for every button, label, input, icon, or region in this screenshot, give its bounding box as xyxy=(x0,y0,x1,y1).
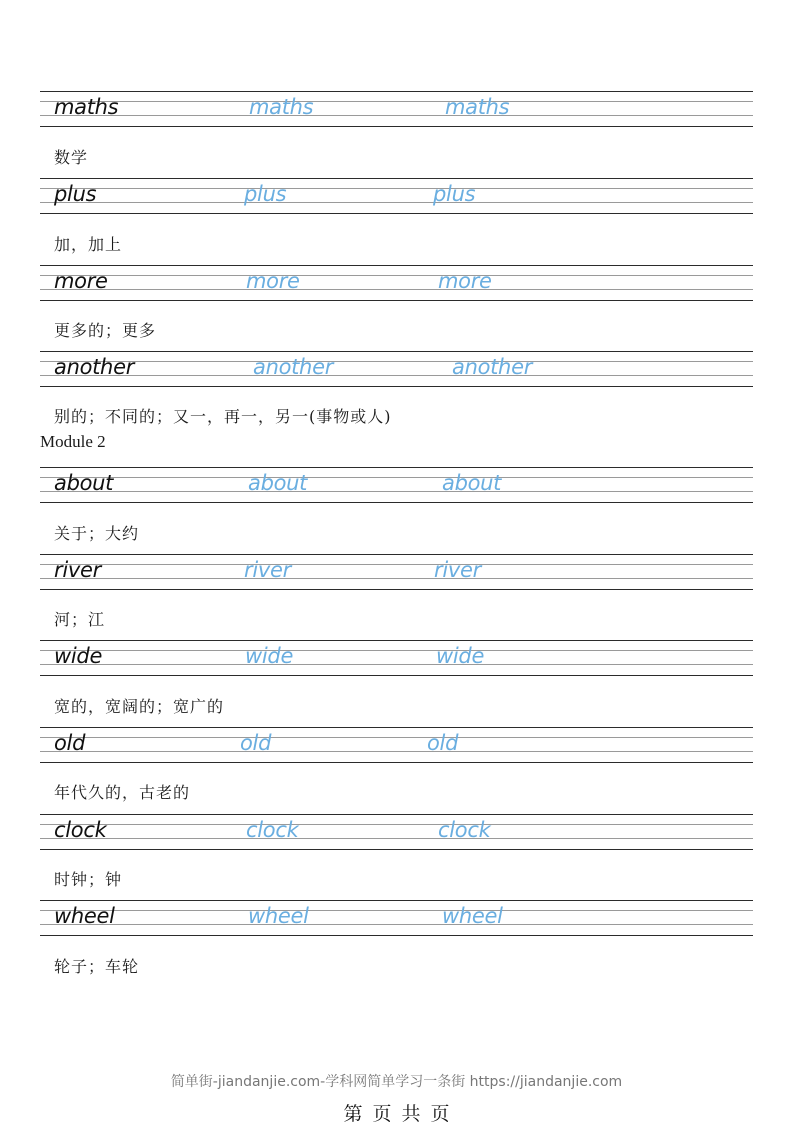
word-text: about xyxy=(54,471,114,495)
trace-word-1: wheel xyxy=(248,904,309,928)
word-meaning: 时钟；钟 xyxy=(54,870,123,889)
trace-word-1: clock xyxy=(246,818,299,842)
footer-page-number: 第 页 共 页 xyxy=(343,1103,450,1125)
word-text: more xyxy=(54,269,108,293)
trace-word-1: old xyxy=(240,731,272,755)
trace-word-1: another xyxy=(253,355,334,379)
writing-lines xyxy=(40,351,753,387)
trace-word-2: wheel xyxy=(442,904,503,928)
trace-word-1: river xyxy=(244,558,291,582)
footer-site-text: 简单街-jiandanjie.com-学科网简单学习一条街 https://jiandanjie.com xyxy=(170,1074,623,1090)
trace-word-1: maths xyxy=(249,95,314,119)
trace-word-2: about xyxy=(442,471,502,495)
trace-word-2: clock xyxy=(438,818,491,842)
word-meaning: 别的；不同的；又一，再一，另一(事物或人) xyxy=(54,407,392,426)
word-text: old xyxy=(54,731,86,755)
trace-word-1: plus xyxy=(244,182,287,206)
word-text: maths xyxy=(54,95,119,119)
trace-word-2: plus xyxy=(433,182,476,206)
word-meaning: 宽的，宽阔的；宽广的 xyxy=(54,697,225,716)
trace-word-2: another xyxy=(452,355,533,379)
word-text: another xyxy=(54,355,135,379)
word-meaning: 河；江 xyxy=(54,610,106,629)
trace-word-1: about xyxy=(248,471,308,495)
word-text: wheel xyxy=(54,904,115,928)
writing-lines xyxy=(40,467,753,503)
word-meaning: 加，加上 xyxy=(54,235,123,254)
writing-lines xyxy=(40,814,753,850)
word-meaning: 数学 xyxy=(54,148,89,167)
trace-word-1: wide xyxy=(245,644,294,668)
writing-lines xyxy=(40,640,753,676)
word-meaning: 年代久的，古老的 xyxy=(54,783,191,802)
word-meaning: 更多的；更多 xyxy=(54,321,157,340)
word-text: clock xyxy=(54,818,107,842)
writing-lines xyxy=(40,91,753,127)
trace-word-1: more xyxy=(246,269,300,293)
trace-word-2: more xyxy=(438,269,492,293)
trace-word-2: maths xyxy=(445,95,510,119)
writing-lines xyxy=(40,554,753,590)
word-text: river xyxy=(54,558,101,582)
writing-lines xyxy=(40,727,753,763)
writing-lines xyxy=(40,265,753,301)
word-meaning: 关于；大约 xyxy=(54,524,140,543)
trace-word-2: river xyxy=(434,558,481,582)
word-text: wide xyxy=(54,644,103,668)
writing-lines xyxy=(40,178,753,214)
trace-word-2: wide xyxy=(436,644,485,668)
module-heading: Module 2 xyxy=(40,432,106,451)
word-meaning: 轮子；车轮 xyxy=(54,957,140,976)
trace-word-2: old xyxy=(427,731,459,755)
word-text: plus xyxy=(54,182,97,206)
writing-lines xyxy=(40,900,753,936)
